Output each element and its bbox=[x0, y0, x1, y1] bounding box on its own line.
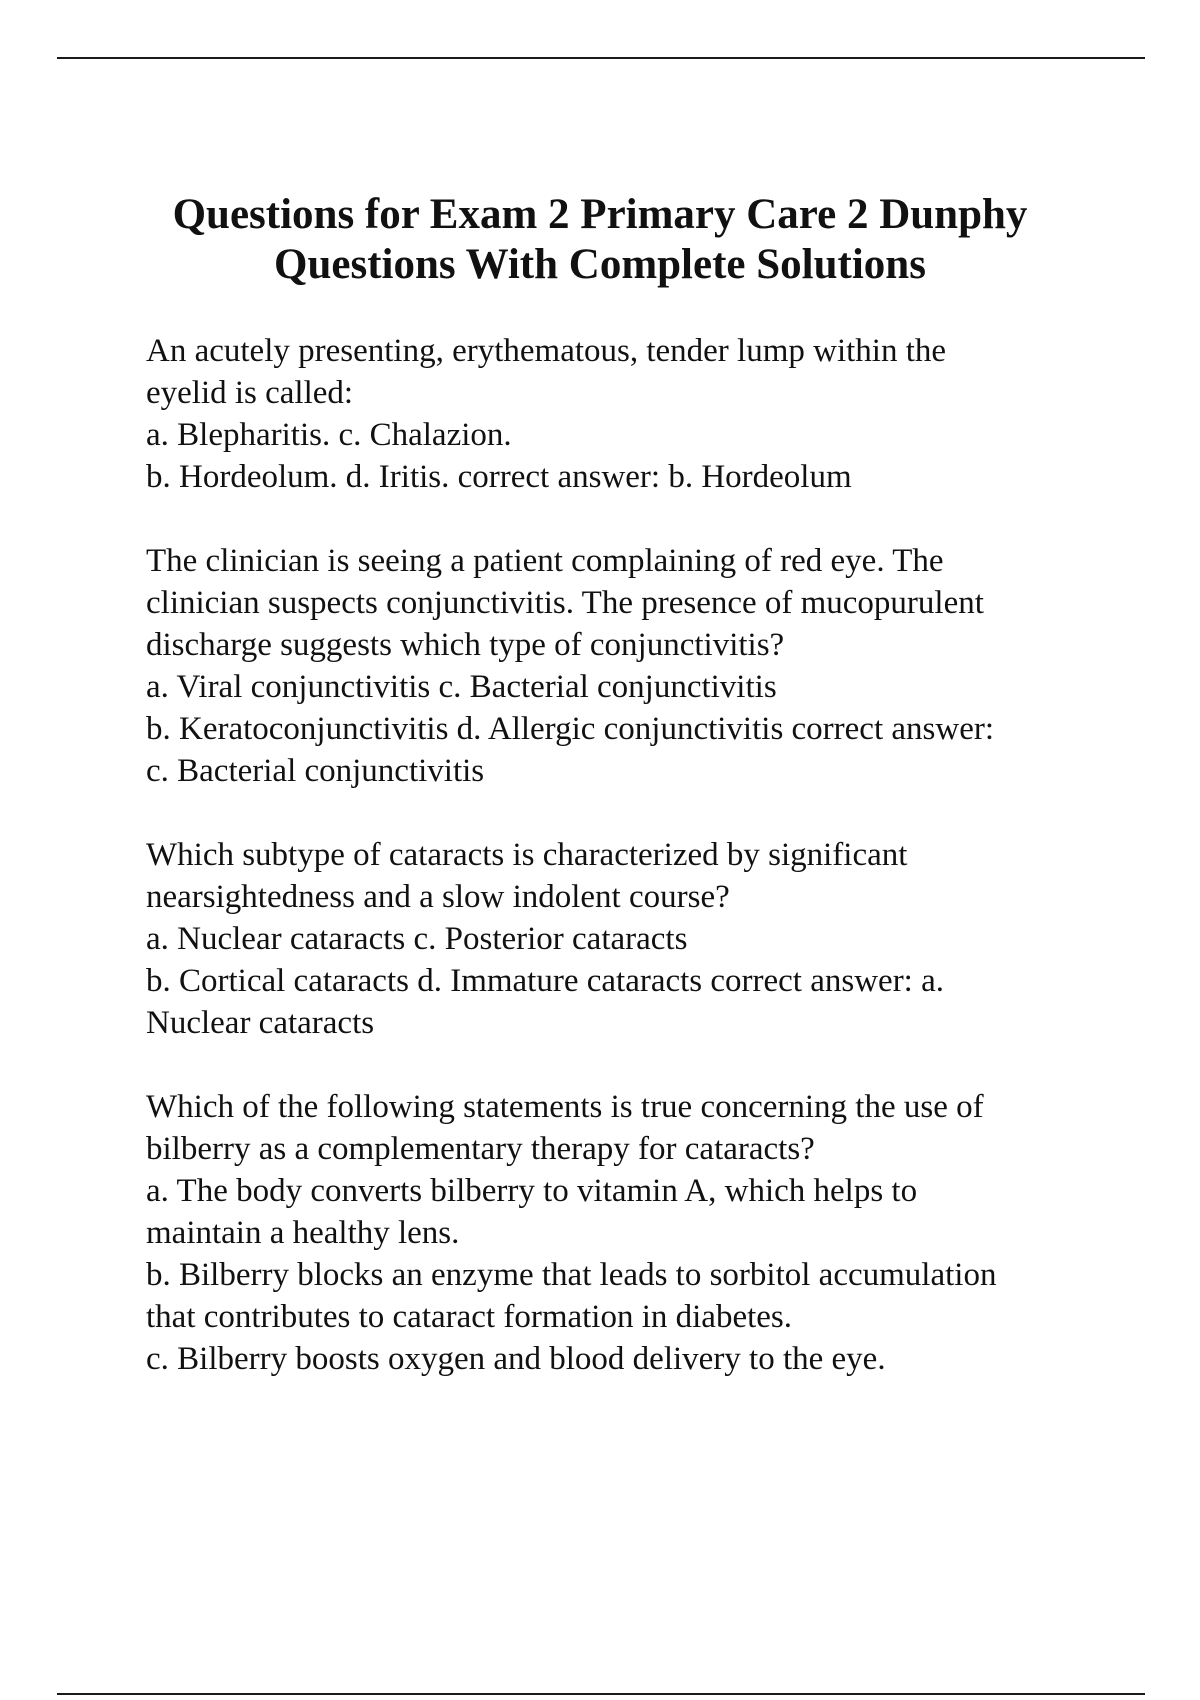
question-list bbox=[146, 330, 1146, 1422]
question-line: discharge suggests which type of conjunctivitis? bbox=[146, 627, 785, 663]
answer-line: c. Bacterial conjunctivitis bbox=[146, 753, 485, 789]
question-line: eyelid is called: bbox=[146, 375, 354, 411]
question-block bbox=[146, 834, 1146, 1044]
answer-line: b. Cortical cataracts d. Immature cataracts correct answer: a. bbox=[146, 963, 944, 999]
title-line-2: Questions With Complete Solutions bbox=[274, 241, 926, 288]
question-line: The clinician is seeing a patient complaining of red eye. The bbox=[146, 543, 944, 579]
question-block bbox=[146, 330, 1146, 498]
answer-line: b. Hordeolum. d. Iritis. correct answer: b. Hordeolum bbox=[146, 459, 852, 495]
question-block bbox=[146, 540, 1146, 792]
question-line: Which subtype of cataracts is characterized by significant bbox=[146, 837, 908, 873]
answer-line: Nuclear cataracts bbox=[146, 1005, 375, 1041]
answer-line: b. Keratoconjunctivitis d. Allergic conjunctivitis correct answer: bbox=[146, 711, 994, 747]
option-line: c. Bilberry boosts oxygen and blood delivery to the eye. bbox=[146, 1341, 886, 1377]
option-line: a. Nuclear cataracts c. Posterior cataracts bbox=[146, 921, 688, 957]
option-line: that contributes to cataract formation in diabetes. bbox=[146, 1299, 793, 1335]
bottom-divider bbox=[57, 1693, 1145, 1695]
option-line: maintain a healthy lens. bbox=[146, 1215, 460, 1251]
option-line: a. The body converts bilberry to vitamin A, which helps to bbox=[146, 1173, 918, 1209]
question-line: bilberry as a complementary therapy for cataracts? bbox=[146, 1131, 815, 1167]
question-block bbox=[146, 1086, 1146, 1380]
page-title bbox=[60, 190, 1140, 290]
question-line: clinician suspects conjunctivitis. The presence of mucopurulent bbox=[146, 585, 984, 621]
question-line: Which of the following statements is true concerning the use of bbox=[146, 1089, 984, 1125]
option-line: a. Viral conjunctivitis c. Bacterial conjunctivitis bbox=[146, 669, 777, 705]
option-line: a. Blepharitis. c. Chalazion. bbox=[146, 417, 512, 453]
option-line: b. Bilberry blocks an enzyme that leads to sorbitol accumulation bbox=[146, 1257, 997, 1293]
top-divider bbox=[57, 57, 1145, 59]
question-line: nearsightedness and a slow indolent course? bbox=[146, 879, 730, 915]
question-line: An acutely presenting, erythematous, tender lump within the bbox=[146, 333, 947, 369]
title-line-1: Questions for Exam 2 Primary Care 2 Dunphy bbox=[172, 191, 1028, 238]
